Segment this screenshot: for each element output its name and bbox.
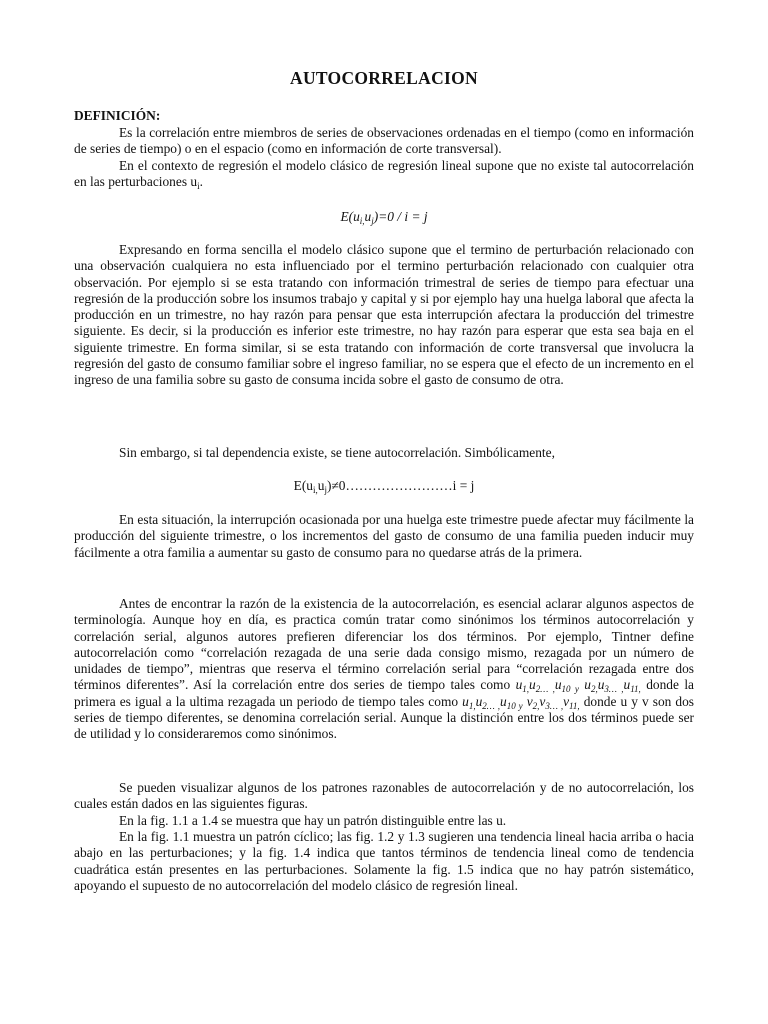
math-series-u: $u_{1,}u_{2\dots ,}u_{10 y}$ $u_{2,}u_{3\dots ,}u_{11,}$ <box>515 677 641 695</box>
paragraph-patterns: Se pueden visualizar algunos de los patrones razonables de autocorrelación y de no autocorrelación, los cuales están dados en las siguientes figuras. <box>74 780 694 812</box>
equation-part: E(u <box>340 209 360 224</box>
document-title: AUTOCORRELACION <box>290 68 478 88</box>
subscript: i, <box>313 485 318 495</box>
subscript: i, <box>359 216 365 226</box>
paragraph-dependence: Sin embargo, si tal dependencia existe, se tiene autocorrelación. Simbólicamente, <box>119 445 555 460</box>
equation-part: )≠0……………………i = j <box>327 478 475 493</box>
equation-no-autocorrelation <box>0 209 768 225</box>
math-series-uv: $u_{1,}u_{2\dots ,}u_{10 y}$ $v_{2,}v_{3\dots ,}v_{11,}$ <box>462 693 580 711</box>
paragraph-text: Antes de encontrar la razón de la existencia de la autocorrelación, es esencial aclarar algunos aspectos de terminología. Aunque hoy en día, es practica común tratar como sinónimos los términos autocorrelación y correlación serial, algunos autores prefieren diferenciar los dos términos. Por ejemplo, Tintner define autocorrelación como “correlación rezagada de una serie dada consigo mismo, rezagada por un número de unidades de tiempo”, mientras que reserva el término correlación serial para “correlación rezagada entre dos términos diferentes”. Así la correlación entre dos series de tiempo tales como <box>74 596 694 693</box>
equation-part: u <box>364 209 372 224</box>
paragraph-context-text: En el contexto de regresión el modelo clásico de regresión lineal supone que no existe tal autocorrelación en las perturbaciones u <box>74 158 694 190</box>
subscript: j <box>371 216 374 226</box>
paragraph-definition: Es la correlación entre miembros de series de observaciones ordenadas en el tiempo (como en información de series de tiempo) o en el espacio (como en información de corte transversal). <box>74 125 694 157</box>
section-heading: DEFINICIÓN: <box>74 108 161 123</box>
equation-part: )=0 / i = j <box>373 209 428 224</box>
paragraph-explanation: Expresando en forma sencilla el modelo clásico supone que el termino de perturbación relacionado con una observación cualquiera no esta influenciado por el termino perturbación relacionado con cualquier otra observación. Por ejemplo si se esta tratando con información trimestral de series de tiempo para efectuar una regresión de la producción sobre los insumos trabajo y capital y si por ejemplo hay una huelga laboral que afecta la producción en un trimestre, no hay razón para pensar que esta interrupción afectara la producción del trimestre siguiente. Es decir, si la producción es inferior este trimestre, no hay razón para esperar que esta sea baja en el siguiente trimestre. En forma similar, si se esta tratando con información de corte transversal que involucra la regresión del gasto de consumo familiar sobre el ingreso familiar, no se espera que el efecto de un incremento en el ingreso de una familia sobre su gasto de consuma incida sobre el gasto de consumo de otra. <box>74 242 694 388</box>
subscript: j <box>324 485 327 495</box>
paragraph-context <box>74 158 694 191</box>
paragraph-situation: En esta situación, la interrupción ocasionada por una huelga este trimestre puede afectar muy fácilmente la producción del siguiente trimestre, o los incrementos del gasto de consumo de una familia pueden inducir muy fácilmente a otra familia a aumentar su gasto de consumo para no quedarse atrás de la primera. <box>74 512 694 560</box>
subscript: i <box>197 181 200 192</box>
paragraph-fig-intro: En la fig. 1.1 a 1.4 se muestra que hay un patrón distinguible entre las u. <box>119 813 507 828</box>
equation-autocorrelation <box>0 478 768 494</box>
equation-part: E(u <box>293 478 314 493</box>
paragraph-text: donde la primera es igual a la ultima rezagada un periodo de tiempo tales como <box>74 677 694 709</box>
equation-part: u <box>317 478 325 493</box>
paragraph-text: donde u y v son dos series de tiempo diferentes, se denomina correlación serial. Aunque la distinción entre los dos términos puede ser de utilidad y lo consideraremos como sinónimos. <box>74 693 694 742</box>
paragraph-fig-description: En la fig. 1.1 muestra un patrón cíclico; las fig. 1.2 y 1.3 sugieren una tendencia lineal hacia arriba o hacia abajo en las perturbaciones; y la fig. 1.4 indica que tantos términos de tendencia lineal como de tendencia cuadrática están presentes en las perturbaciones. Solamente la fig. 1.5 indica que no hay patrón sistemático, apoyando el supuesto de no autocorrelación del modelo clásico de regresión lineal. <box>74 829 694 893</box>
paragraph-context-end: . <box>199 174 203 190</box>
paragraph-terminology <box>74 596 694 743</box>
